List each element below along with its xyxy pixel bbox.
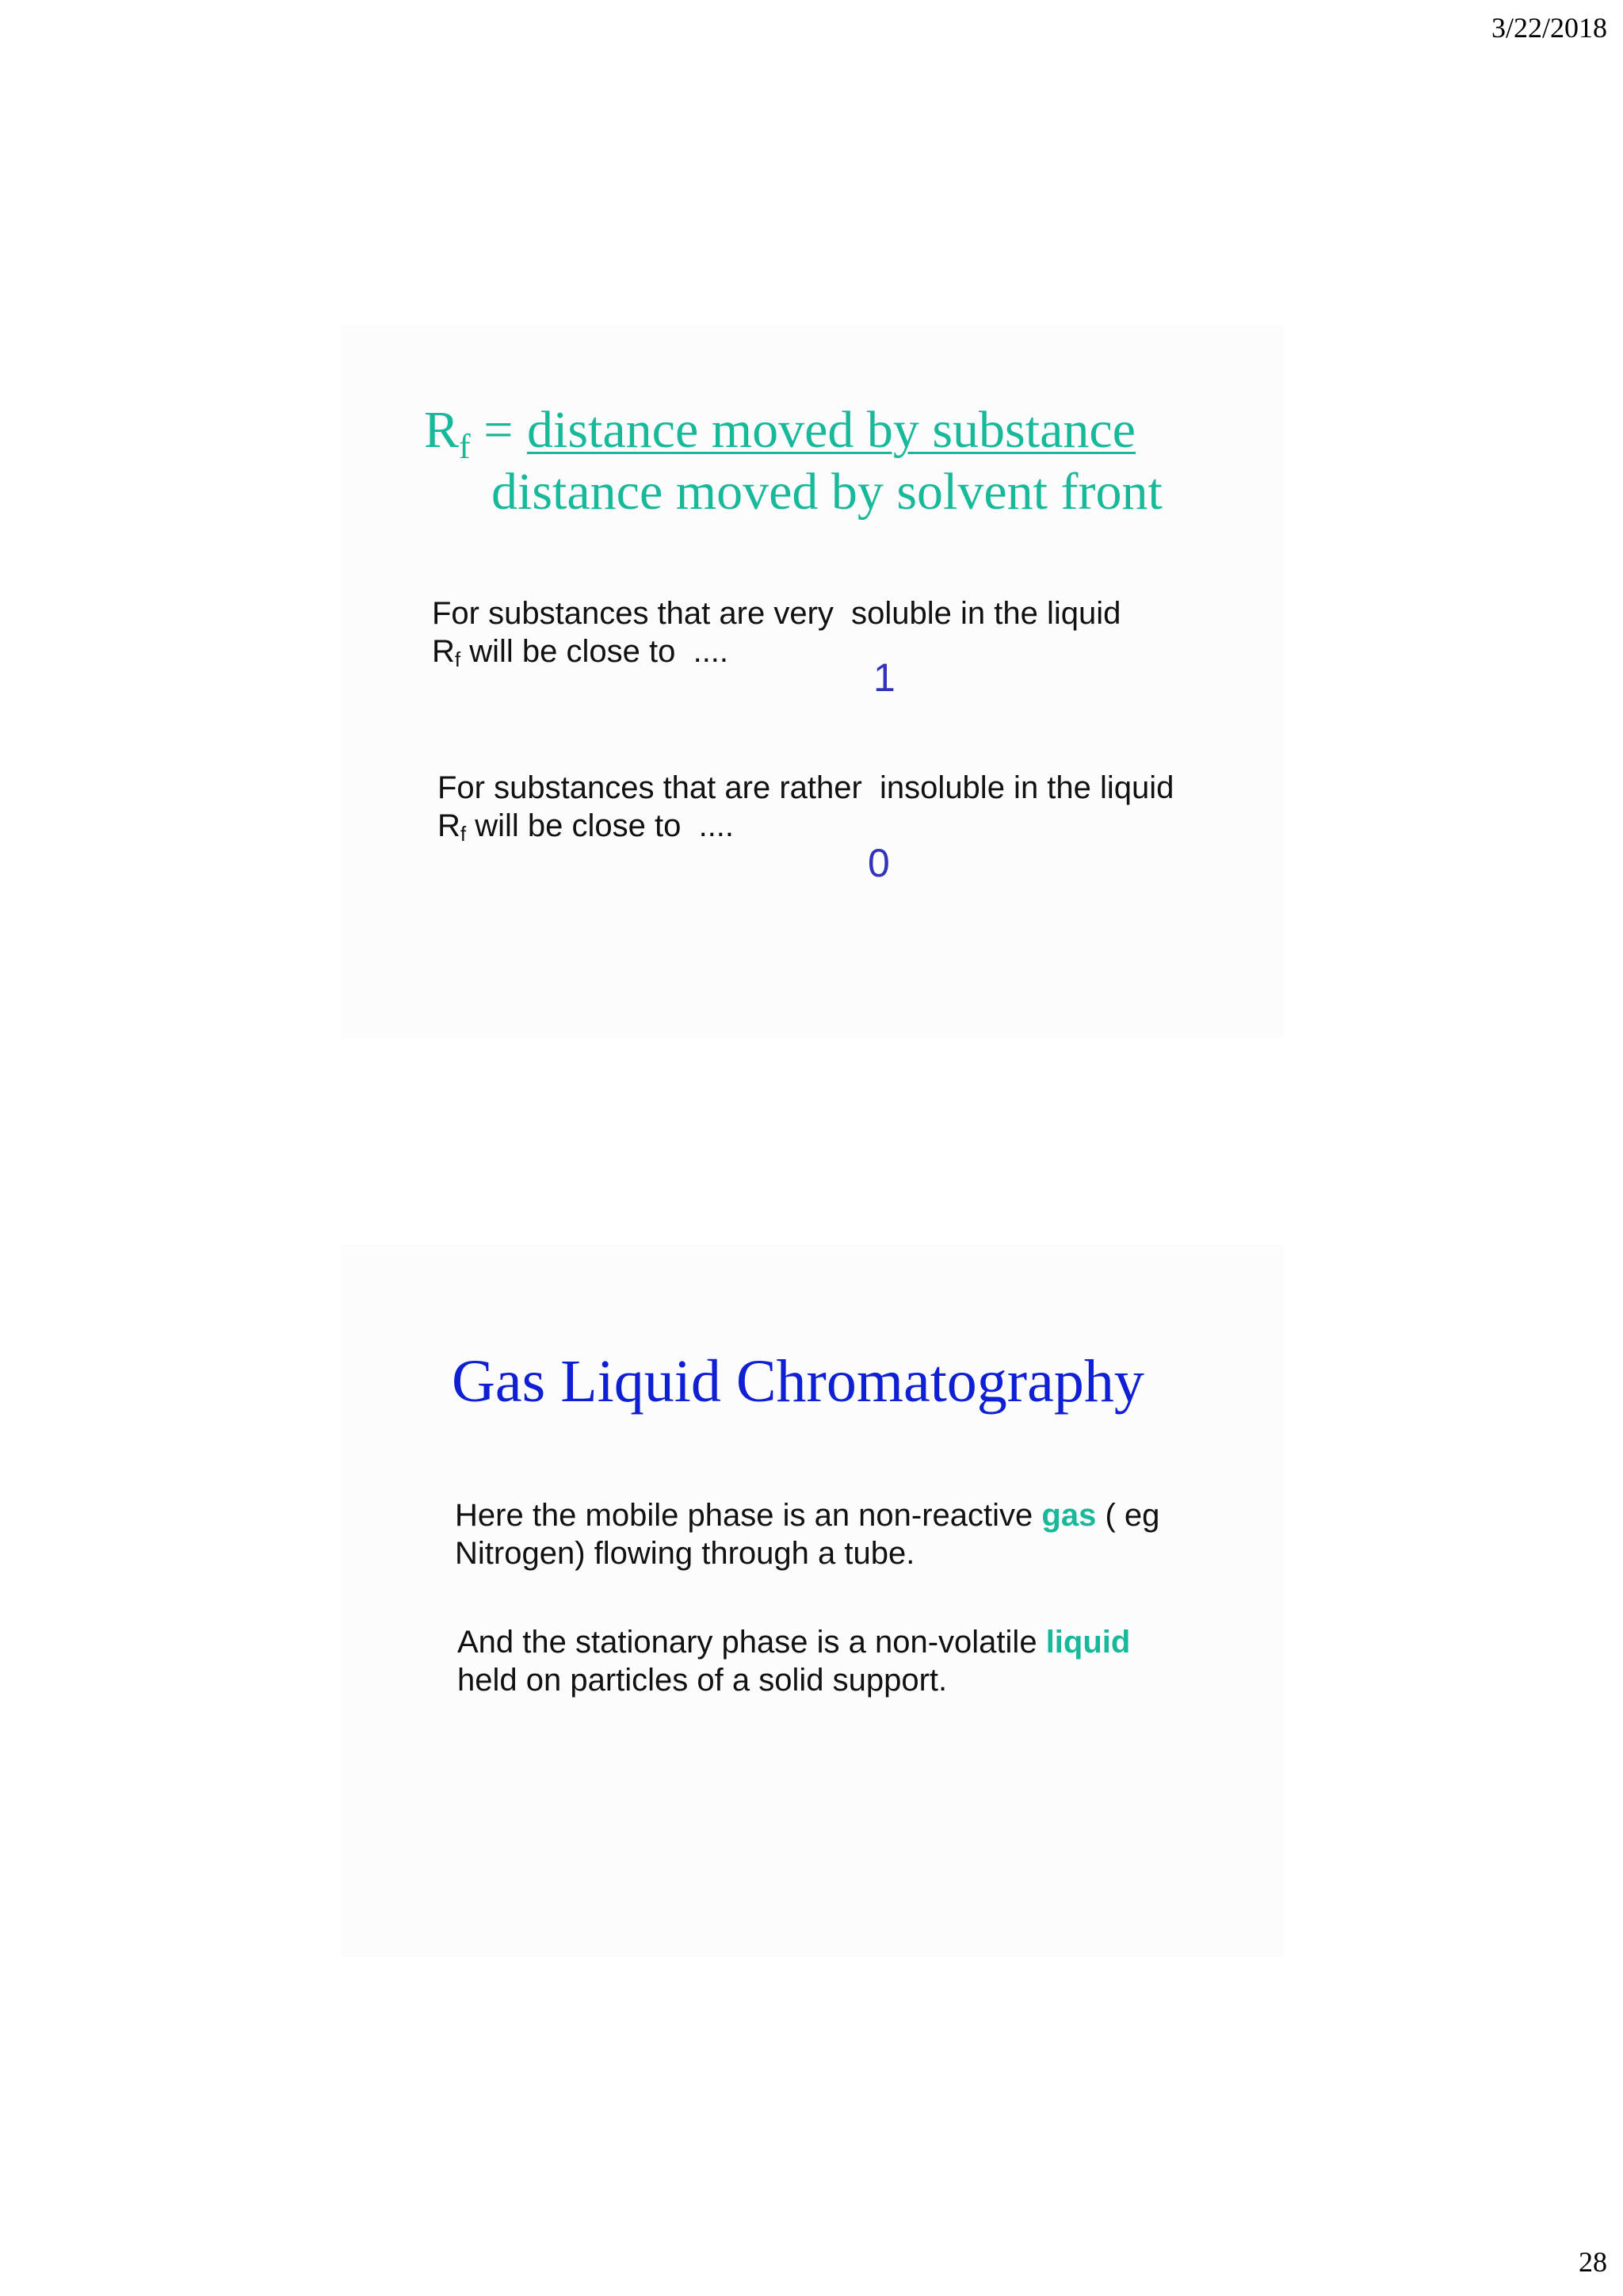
header-date: 3/22/2018 [1491, 12, 1607, 44]
mobile-phase-paragraph [455, 1496, 1159, 1572]
question-soluble [432, 594, 1121, 678]
question-insoluble-line2 [437, 807, 1174, 853]
question-insoluble-suffix: will be close to .... [466, 808, 735, 843]
slide-rf-formula [341, 325, 1284, 1038]
rf-symbol: R [437, 808, 460, 843]
formula-numerator: distance moved by substance [527, 401, 1136, 459]
slide-gas-liquid-chromatography [341, 1244, 1284, 1958]
rf-symbol: R [424, 401, 460, 459]
liquid-highlight: liquid [1045, 1625, 1131, 1660]
answer-insoluble: 0 [868, 841, 890, 885]
equals-sign: = [470, 401, 514, 459]
formula-denominator: distance moved by solvent front [491, 463, 1163, 521]
formula-lhs [424, 401, 514, 466]
rf-symbol: R [432, 634, 455, 669]
answer-soluble: 1 [873, 655, 896, 700]
question-insoluble-line1: For substances that are rather insoluble in the liquid [437, 770, 1174, 805]
question-soluble-suffix: will be close to .... [460, 634, 729, 669]
stationary-phase-line1 [457, 1623, 1130, 1661]
slide-title: Gas Liquid Chromatography [452, 1348, 1144, 1415]
stationary-phase-text: And the stationary phase is a non-volatile [457, 1625, 1046, 1660]
rf-subscript: f [454, 648, 461, 671]
question-insoluble [437, 769, 1174, 853]
stationary-phase-paragraph [457, 1623, 1130, 1699]
mobile-phase-line1 [455, 1496, 1159, 1534]
mobile-phase-line2: Nitrogen) flowing through a tube. [455, 1536, 915, 1571]
stationary-phase-line2: held on particles of a solid support. [457, 1663, 948, 1698]
question-soluble-line1: For substances that are very soluble in the liquid [432, 596, 1121, 631]
page-number: 28 [1579, 2246, 1607, 2278]
rf-subscript: f [460, 822, 467, 846]
question-soluble-line2 [432, 632, 1121, 678]
mobile-phase-eg: ( eg [1096, 1498, 1160, 1533]
gas-highlight: gas [1041, 1498, 1097, 1533]
rf-subscript: f [459, 427, 471, 466]
mobile-phase-text: Here the mobile phase is an non-reactive [455, 1498, 1042, 1533]
